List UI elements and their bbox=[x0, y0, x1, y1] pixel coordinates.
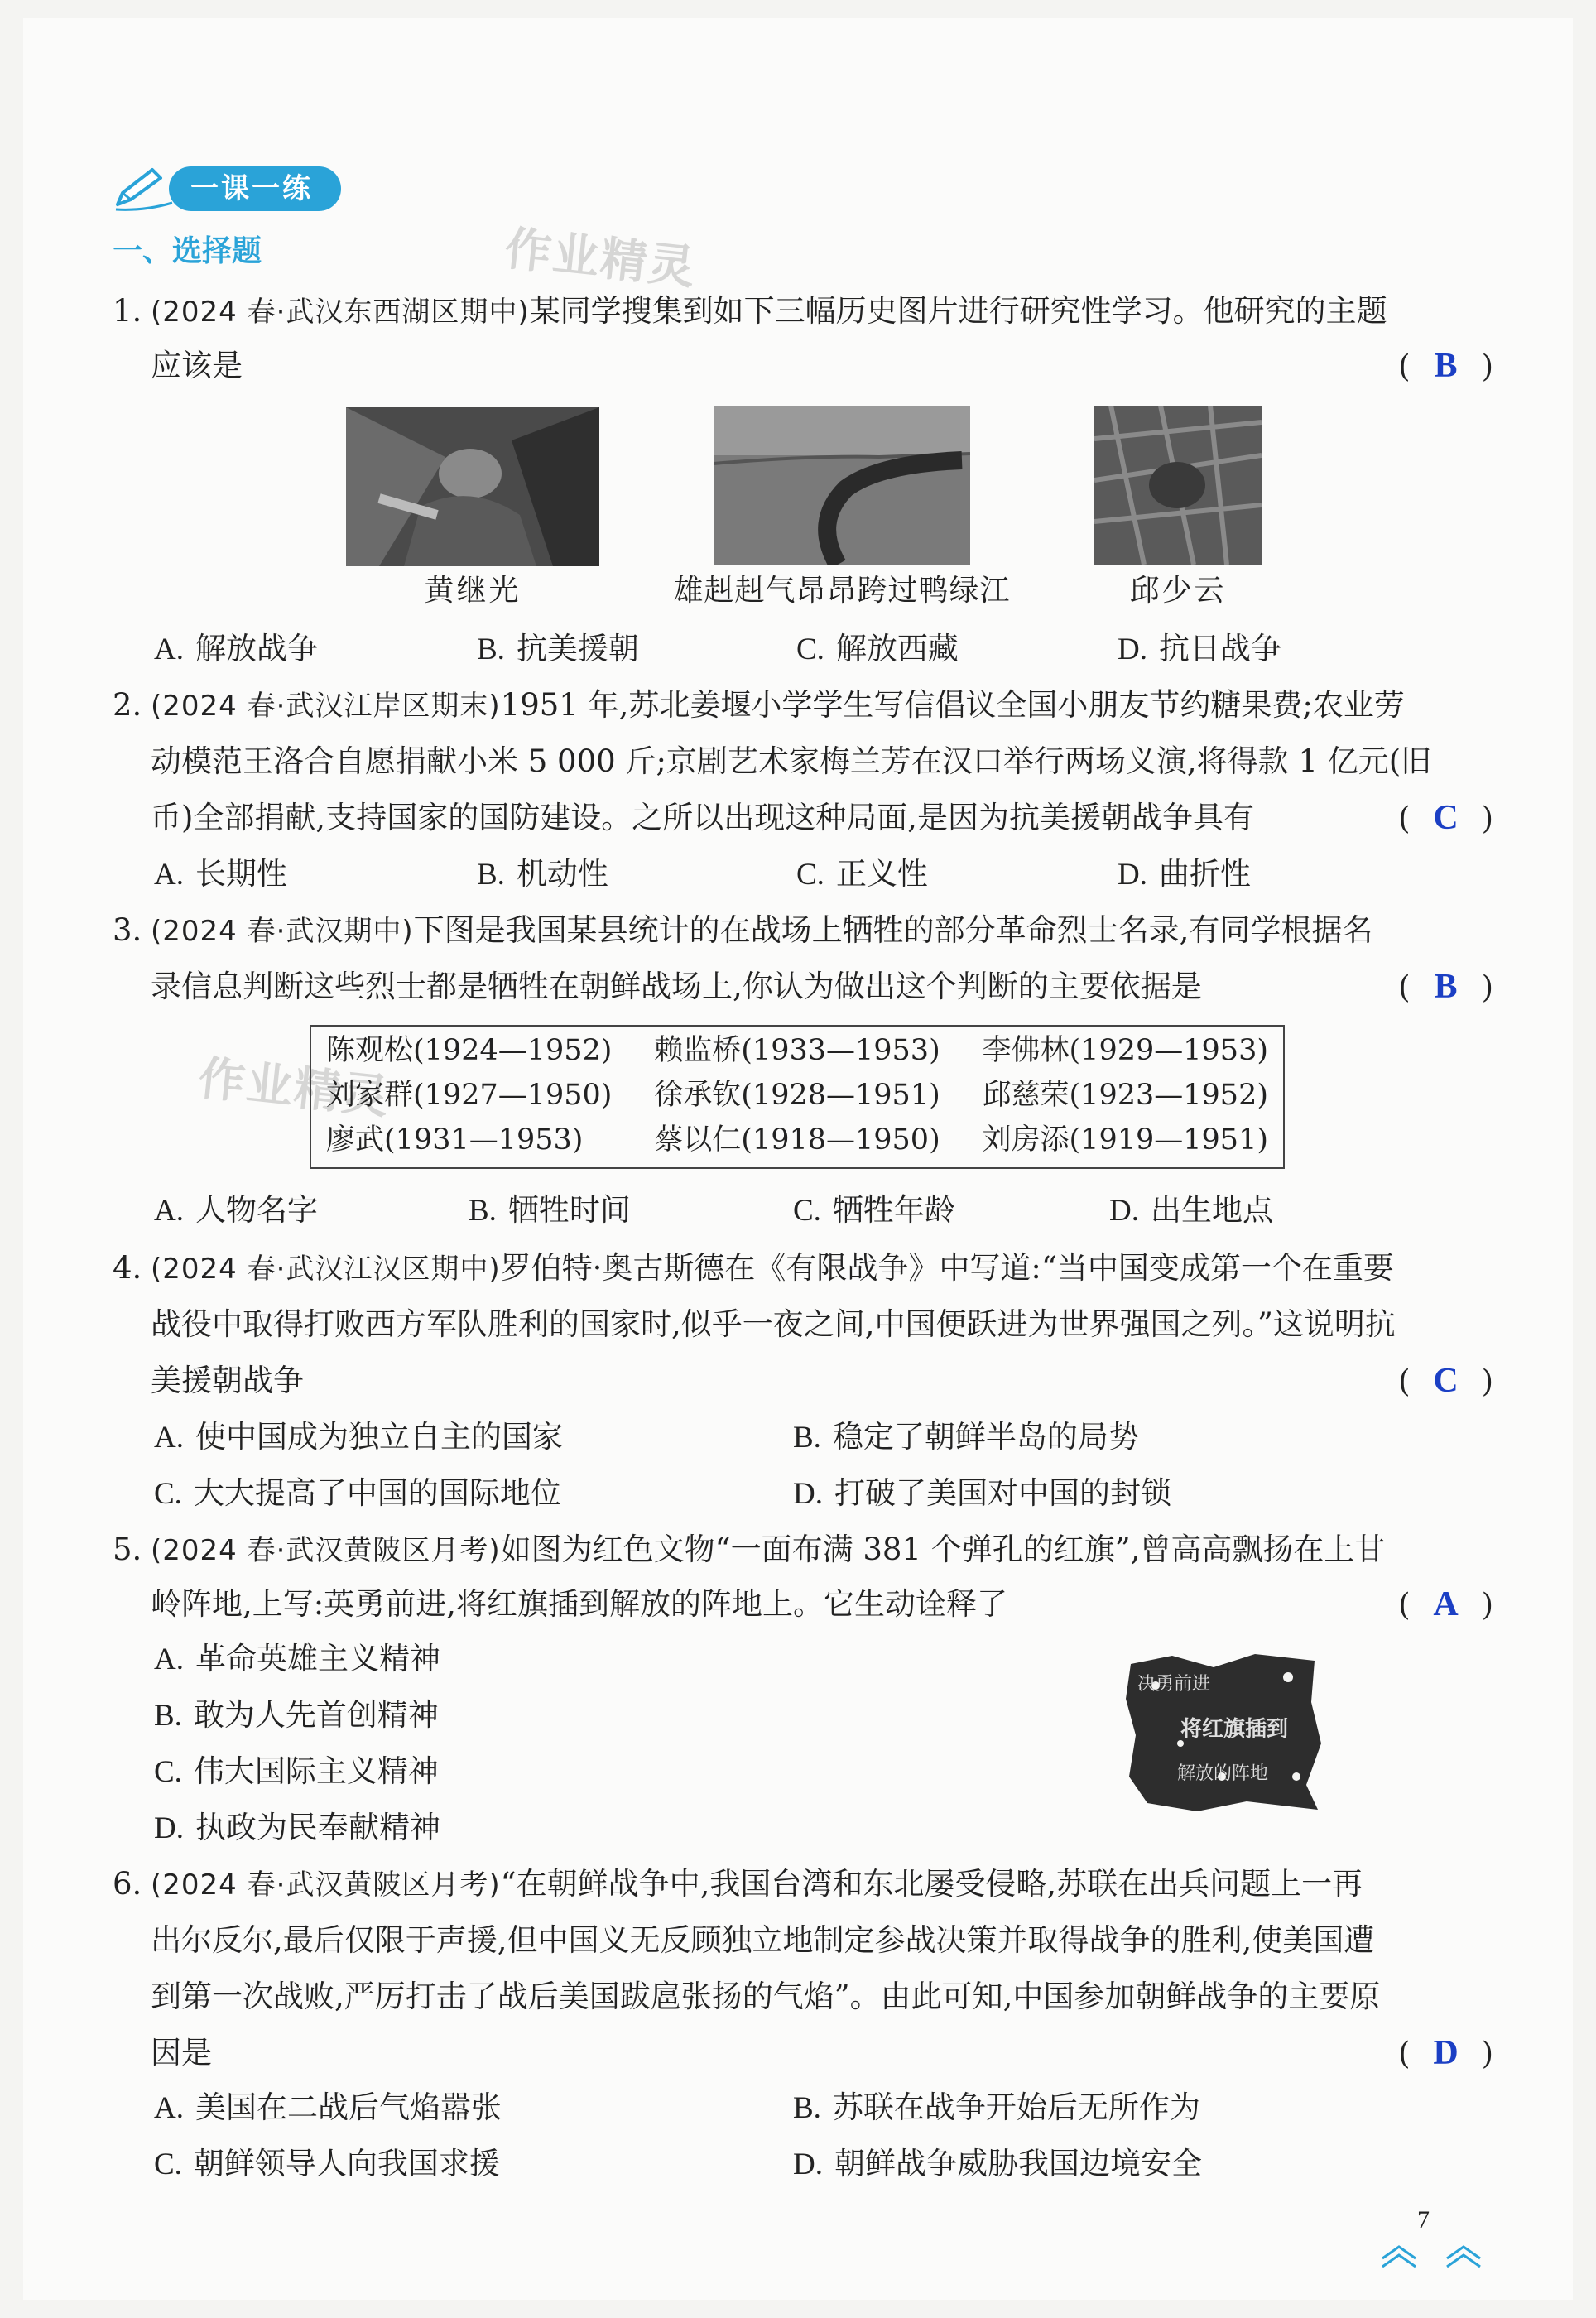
question-number: 6. bbox=[113, 1866, 142, 1902]
question-text-line: (2024 春·武汉黄陂区月考)“在朝鲜战争中,我国台湾和东北屡受侵略,苏联在出兵问题上一再 bbox=[151, 1866, 1363, 1902]
question-source: (2024 春·武汉东西湖区期中) bbox=[151, 296, 530, 329]
question-text-line: 动模范王洛合自愿捐献小米 5 000 斤;京剧艺术家梅兰芳在汉口举行两场义演,将得款 1 亿元(旧 bbox=[151, 743, 1432, 779]
option[interactable]: A. 美国在二战后气焰嚣张 bbox=[154, 2090, 502, 2125]
flag-inscription: 将红旗插到 bbox=[1180, 1717, 1289, 1742]
answer-mark: B bbox=[1434, 347, 1458, 385]
question-text-line: 美援朝战争 bbox=[151, 1363, 304, 1398]
option[interactable]: D. 抗日战争 bbox=[1118, 631, 1281, 666]
option[interactable]: B. 敢为人先首创精神 bbox=[154, 1697, 439, 1733]
question-text-line: 出尔反尔,最后仅限于声援,但中国义无反顾独立地制定参战决策并取得战争的胜利,使美国遭 bbox=[151, 1922, 1375, 1958]
troops-crossing-bridge-photo bbox=[714, 406, 970, 565]
question-text-line: 应该是 bbox=[151, 348, 243, 383]
option[interactable]: C. 正义性 bbox=[796, 856, 928, 892]
question-number: 1. bbox=[113, 293, 142, 329]
option[interactable]: B. 稳定了朝鲜半岛的局势 bbox=[793, 1419, 1139, 1455]
image-caption: 雄赳赳气昂昂跨过鸭绿江 bbox=[673, 574, 1011, 608]
section-title: 一、选择题 bbox=[113, 234, 262, 268]
question-text-line: (2024 春·武汉东西湖区期中)某同学搜集到如下三幅历史图片进行研究性学习。他研究的主题 bbox=[151, 293, 1387, 329]
answer-bracket: ( C ) bbox=[1398, 799, 1493, 837]
answer-mark: C bbox=[1433, 799, 1459, 837]
table-cell: 李佛林(1929—1953) bbox=[982, 1034, 1268, 1067]
option[interactable]: D. 打破了美国对中国的封锁 bbox=[793, 1475, 1171, 1511]
page-number: 7 bbox=[1417, 2206, 1430, 2234]
option[interactable]: B. 机动性 bbox=[477, 856, 608, 892]
answer-bracket: ( B ) bbox=[1398, 347, 1493, 385]
question-source: (2024 春·武汉江岸区期末) bbox=[151, 690, 501, 723]
option[interactable]: C. 解放西藏 bbox=[796, 631, 959, 666]
table-cell: 蔡以仁(1918—1950) bbox=[654, 1123, 940, 1157]
table-row bbox=[315, 1118, 1280, 1162]
table-cell: 廖武(1931—1953) bbox=[326, 1123, 584, 1157]
question-text-line: (2024 春·武汉江汉区期中)罗伯特·奥古斯德在《有限战争》中写道:“当中国变成第一个在重要 bbox=[151, 1250, 1394, 1286]
option[interactable]: B. 苏联在战争开始后无所作为 bbox=[793, 2090, 1200, 2125]
question-text-line: 录信息判断这些烈士都是牺牲在朝鲜战场上,你认为做出这个判断的主要依据是 bbox=[151, 969, 1202, 1004]
flag-inscription: 决勇前进 bbox=[1137, 1674, 1211, 1695]
bullet-ridden-flag-photo bbox=[1122, 1652, 1323, 1815]
pencil-icon bbox=[111, 165, 177, 214]
option[interactable]: C. 大大提高了中国的国际地位 bbox=[154, 1475, 561, 1511]
option[interactable]: C. 牺牲年龄 bbox=[793, 1192, 955, 1228]
answer-bracket: ( D ) bbox=[1398, 2034, 1493, 2072]
double-chevron-up-icon bbox=[1377, 2240, 1485, 2270]
answer-mark: B bbox=[1434, 968, 1458, 1006]
question-source: (2024 春·武汉江汉区期中) bbox=[151, 1253, 501, 1286]
table-row bbox=[315, 1073, 1280, 1118]
option[interactable]: D. 朝鲜战争威胁我国边境安全 bbox=[793, 2146, 1202, 2181]
option[interactable]: D. 曲折性 bbox=[1118, 856, 1251, 892]
martyr-roster-box bbox=[310, 1025, 1285, 1169]
table-cell: 陈观松(1924—1952) bbox=[326, 1034, 613, 1067]
table-cell: 刘房添(1919—1951) bbox=[982, 1123, 1268, 1157]
option[interactable]: A. 革命英雄主义精神 bbox=[154, 1641, 440, 1676]
question-number: 3. bbox=[113, 912, 142, 948]
option[interactable]: A. 长期性 bbox=[154, 856, 287, 892]
section-banner bbox=[111, 161, 344, 216]
option[interactable]: B. 牺牲时间 bbox=[469, 1192, 631, 1228]
answer-bracket: ( A ) bbox=[1398, 1585, 1493, 1623]
image-caption: 黄继光 bbox=[424, 574, 522, 608]
table-row bbox=[315, 1028, 1280, 1073]
answer-mark: C bbox=[1433, 1362, 1459, 1400]
soldier-charging-photo bbox=[346, 407, 599, 566]
banner-title: 一课一练 bbox=[190, 172, 313, 205]
soldier-in-grass-photo bbox=[1094, 406, 1262, 565]
table-cell: 刘家群(1927—1950) bbox=[326, 1079, 613, 1112]
martyr-roster bbox=[315, 1028, 1280, 1162]
table-cell: 邱慈荣(1923—1952) bbox=[982, 1079, 1268, 1112]
question-text-line: 到第一次战败,严厉打击了战后美国跋扈张扬的气焰”。由此可知,中国参加朝鲜战争的主要原 bbox=[151, 1979, 1381, 2014]
question-number: 4. bbox=[113, 1250, 142, 1286]
question-text-line: 岭阵地,上写:英勇前进,将红旗插到解放的阵地上。它生动诠释了 bbox=[151, 1586, 1007, 1622]
watermark: 作业精灵 bbox=[195, 1051, 393, 1125]
table-cell: 赖监桥(1933—1953) bbox=[654, 1034, 940, 1067]
question-text-line: (2024 春·武汉江岸区期末)1951 年,苏北姜堰小学学生写信倡议全国小朋友节约糖果费;农业劳 bbox=[151, 687, 1405, 723]
question-number: 5. bbox=[113, 1532, 142, 1567]
question-text-line: 战役中取得打败西方军队胜利的国家时,似乎一夜之间,中国便跃进为世界强国之列。”这说明抗 bbox=[151, 1306, 1396, 1342]
question-source: (2024 春·武汉期中) bbox=[151, 915, 414, 948]
question-text-line: (2024 春·武汉期中)下图是我国某县统计的在战场上牺牲的部分革命烈士名录,有同学根据名 bbox=[151, 912, 1373, 948]
watermark: 作业精灵 bbox=[502, 222, 699, 296]
question-number: 2. bbox=[113, 687, 142, 723]
option[interactable]: C. 朝鲜领导人向我国求援 bbox=[154, 2146, 500, 2181]
answer-bracket: ( B ) bbox=[1398, 968, 1493, 1006]
answer-mark: D bbox=[1433, 2034, 1459, 2072]
option[interactable]: A. 使中国成为独立自主的国家 bbox=[154, 1419, 563, 1455]
image-caption: 邱少云 bbox=[1129, 574, 1227, 608]
question-source: (2024 春·武汉黄陂区月考) bbox=[151, 1534, 501, 1567]
question-text-line: (2024 春·武汉黄陂区月考)如图为红色文物“一面布满 381 个弹孔的红旗”,曾高高飘扬在上甘 bbox=[151, 1532, 1386, 1567]
option[interactable]: D. 执政为民奉献精神 bbox=[154, 1810, 440, 1845]
option[interactable]: C. 伟大国际主义精神 bbox=[154, 1753, 439, 1789]
question-text-line: 币)全部捐献,支持国家的国防建设。之所以出现这种局面,是因为抗美援朝战争具有 bbox=[151, 800, 1254, 835]
answer-bracket: ( C ) bbox=[1398, 1362, 1493, 1400]
flag-inscription: 解放的阵地 bbox=[1177, 1763, 1269, 1784]
option[interactable]: A. 解放战争 bbox=[154, 631, 318, 666]
option[interactable]: B. 抗美援朝 bbox=[477, 631, 639, 666]
option[interactable]: D. 出生地点 bbox=[1109, 1192, 1273, 1228]
table-cell: 徐承钦(1928—1951) bbox=[654, 1079, 940, 1112]
answer-mark: A bbox=[1433, 1585, 1459, 1623]
question-source: (2024 春·武汉黄陂区月考) bbox=[151, 1868, 501, 1902]
option[interactable]: A. 人物名字 bbox=[154, 1192, 318, 1228]
question-text-line: 因是 bbox=[151, 2035, 212, 2070]
